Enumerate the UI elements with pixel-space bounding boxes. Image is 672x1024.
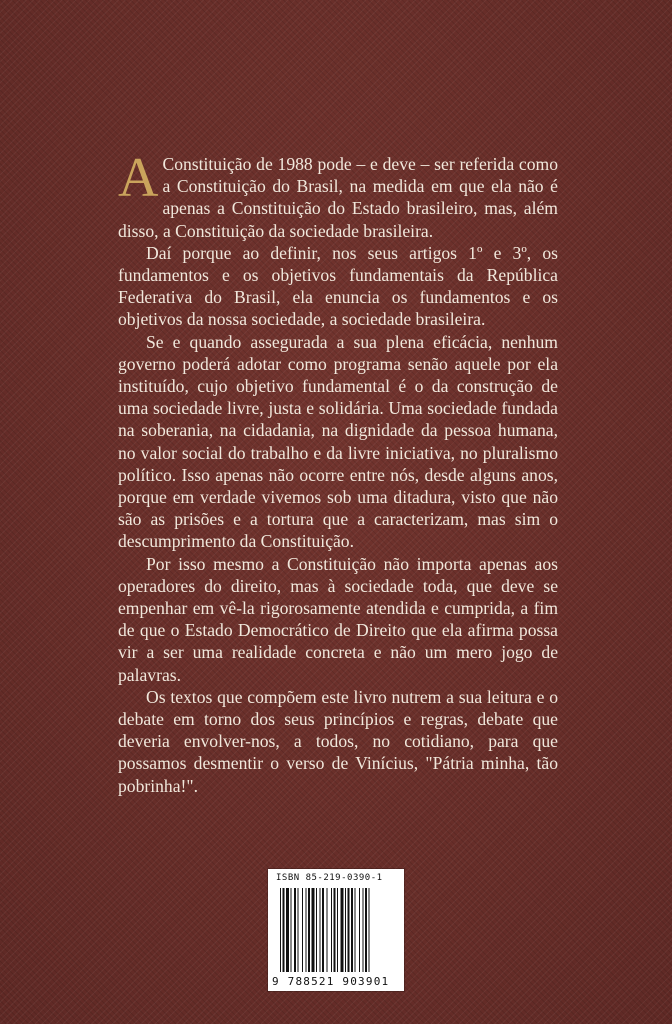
paragraph-1-text: Constituição de 1988 pode – e deve – ser referida como a Constituição do Brasil, na medida em que ela não é apenas a Constituição do Estado brasileiro, mas, além disso, a Constituição da sociedade brasileira. xyxy=(118,154,558,241)
paragraph-3: Se e quando assegurada a sua plena eficácia, nenhum governo poderá adotar como programa senão aquele por ela instituído, cujo objetivo fundamental é o da construção de uma sociedade livre, justa e solidária. Uma sociedade fundada na soberania, na cidadania, na dignidade da pessoa humana, no valor social do trabalho e da livre iniciativa, no pluralismo político. Isso apenas não ocorre entre nós, desde alguns anos, porque em verdade vivemos sob uma ditadura, visto que não são as prisões e a tortura que a caracterizam, mas sim o descumprimento da Constituição. xyxy=(118,331,558,552)
back-cover-text xyxy=(118,147,558,797)
isbn-number: ISBN 85-219-0390-1 xyxy=(276,873,383,883)
drop-cap: A xyxy=(118,147,159,209)
barcode-bars xyxy=(280,888,396,972)
paragraph-5: Os textos que compõem este livro nutrem a sua leitura e o debate em torno dos seus princípios e regras, debate que deveria envolver-nos, a todos, no cotidiano, para que possamos desmentir o verso de Vinícius, "Pátria minha, tão pobrinha!". xyxy=(118,686,558,796)
ean-number: 9 788521 903901 xyxy=(272,975,390,988)
paragraph-1 xyxy=(118,147,558,242)
paragraph-2: Daí porque ao definir, nos seus artigos 1º e 3º, os fundamentos e os objetivos fundamentais da República Federativa do Brasil, ela enuncia os fundamentos e os objetivos da nossa sociedade, a sociedade brasileira. xyxy=(118,242,558,330)
paragraph-4: Por isso mesmo a Constituição não importa apenas aos operadores do direito, mas à sociedade toda, que deve se empenhar em vê-la rigorosamente atendida e cumprida, a fim de que o Estado Democrático de Direito que ela afirma possa vir a ser uma realidade concreta e não um mero jogo de palavras. xyxy=(118,553,558,685)
isbn-barcode xyxy=(268,869,404,991)
